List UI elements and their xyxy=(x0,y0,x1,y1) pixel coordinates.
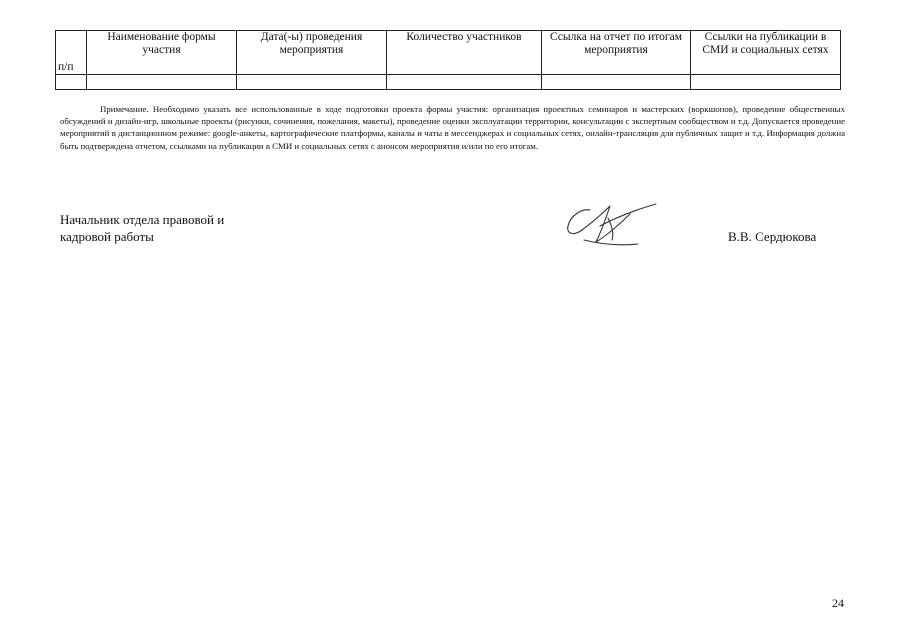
table-cell xyxy=(387,75,542,90)
signer-position-line-1: Начальник отдела правовой и xyxy=(60,212,225,227)
header-report-link: Ссылка на отчет по итогам мероприятия xyxy=(542,31,691,75)
table-cell xyxy=(542,75,691,90)
header-participants-count: Количество участников xyxy=(387,31,542,75)
signer-position-line-2: кадровой работы xyxy=(60,229,154,244)
note-paragraph: Примечание. Необходимо указать все использованные в ходе подготовки проекта формы участия: организация проектных семинаров и мастерских (воркшопов), проведение общественных обсуждений и дизайн-игр, школьные проекты (рисунки, сочинения, пожелания, макеты), проведение оценки эксплуатации территории, консультации с экспертным сообществом и т.д. Допускается проведение мероприятий в дистанционном режиме: google-анкеты, картографические платформы, каналы и чаты в мессенджерах и социальных сетях, онлайн-трансляция для публичных защит и т.д. Информация должна быть подтверждена отчетом, ссылками на публикации в СМИ и социальных сетях с анонсом мероприятия и/или по его итогам. xyxy=(60,103,845,151)
table-header-row xyxy=(56,31,841,75)
participation-table xyxy=(55,30,841,90)
signer-name: В.В. Сердюкова xyxy=(728,229,817,244)
table-cell xyxy=(237,75,387,90)
header-participation-form: Наименование формы участия xyxy=(87,31,237,75)
table-cell xyxy=(87,75,237,90)
table-cell xyxy=(56,75,87,90)
header-number: п/п xyxy=(56,31,87,75)
table-row xyxy=(56,75,841,90)
page-number: 24 xyxy=(832,596,844,610)
signer-position xyxy=(60,211,224,245)
header-event-dates: Дата(-ы) проведения мероприятия xyxy=(237,31,387,75)
header-media-links: Ссылки на публикации в СМИ и социальных сетях xyxy=(691,31,841,75)
table-cell xyxy=(691,75,841,90)
handwritten-signature xyxy=(560,196,665,256)
